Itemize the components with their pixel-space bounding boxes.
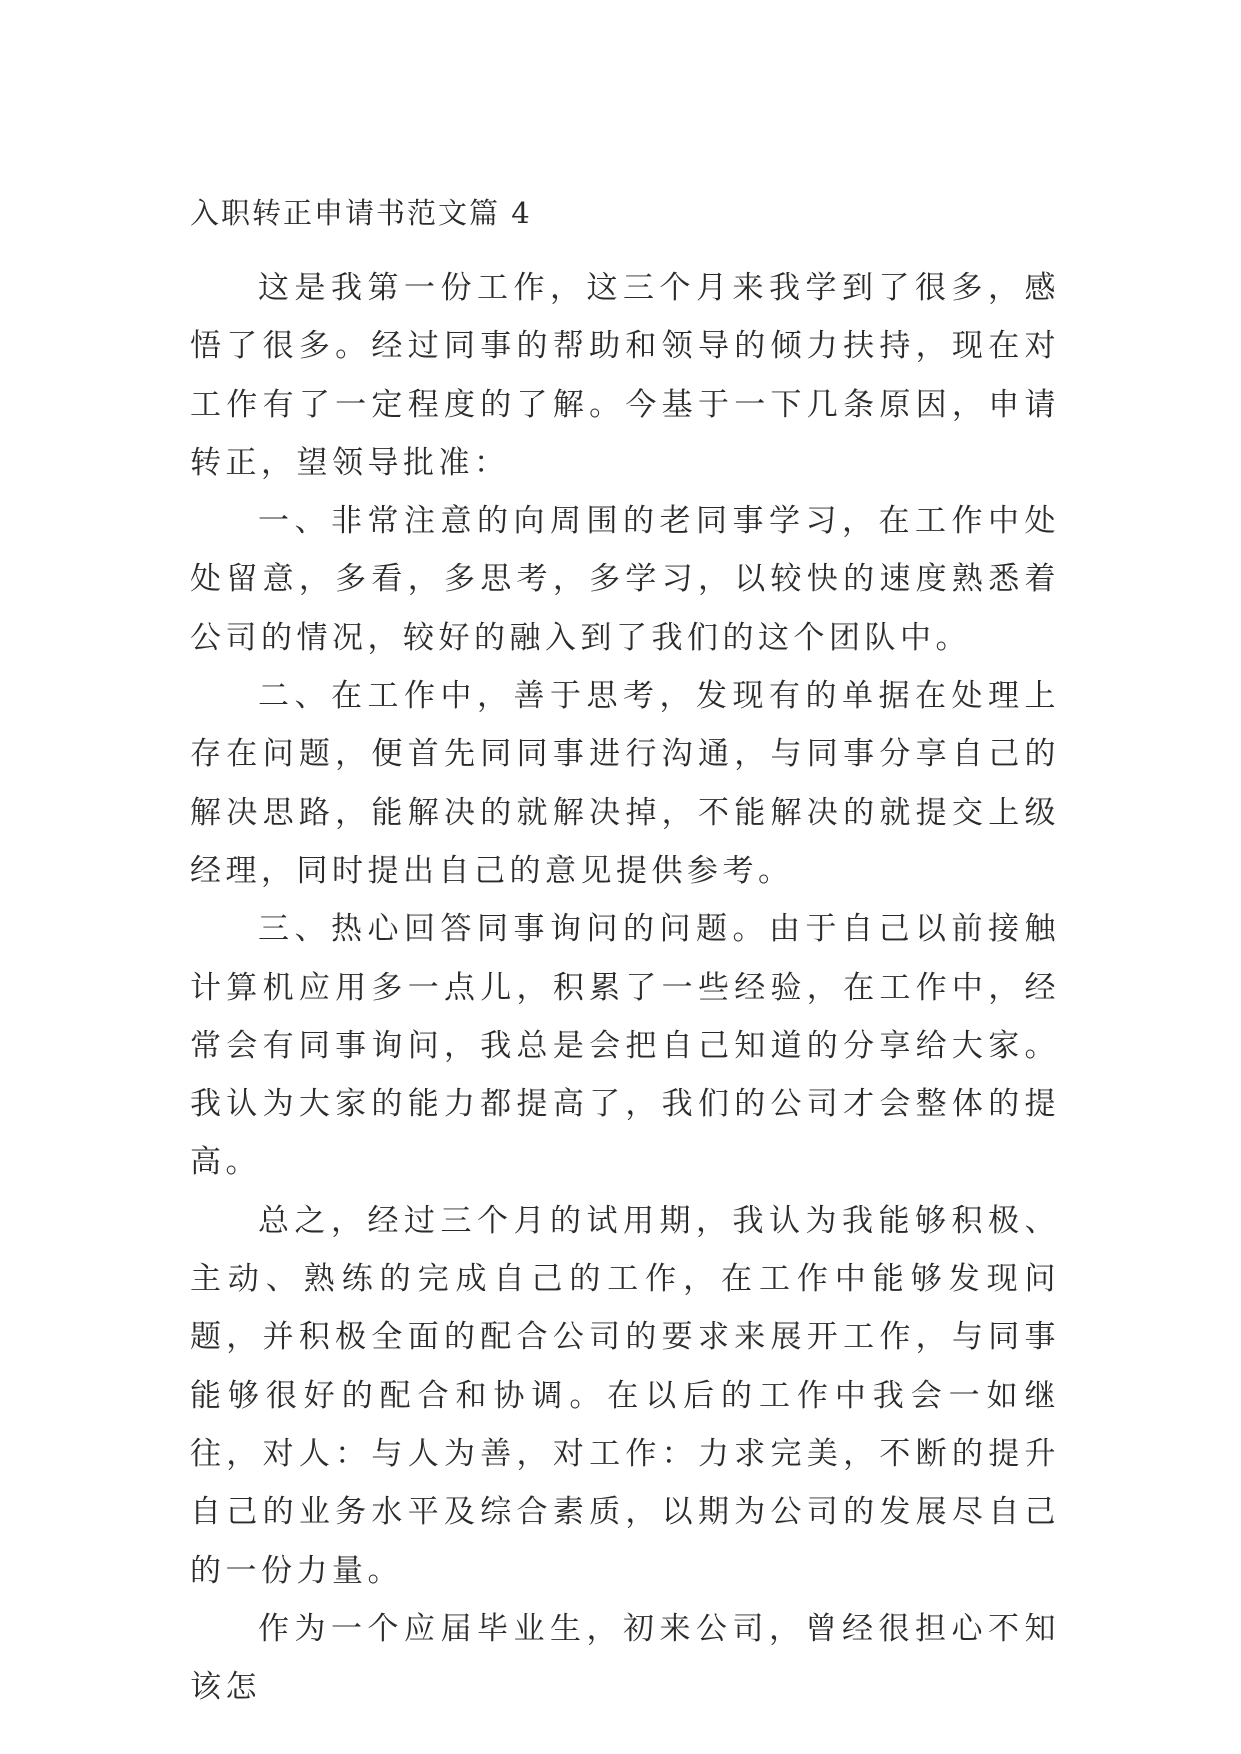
paragraph-point-2: 二、在工作中，善于思考，发现有的单据在处理上存在问题，便首先同同事进行沟通，与同事分享自己的解决思路，能解决的就解决掉，不能解决的就提交上级经理，同时提出自己的意见提供参考。 [190, 678, 1060, 889]
paragraph-continued: 作为一个应届毕业生，初来公司，曾经很担心不知该怎 [190, 1610, 1060, 1706]
document-body [190, 259, 1060, 1716]
paragraph-intro: 这是我第一份工作，这三个月来我学到了很多，感悟了很多。经过同事的帮助和领导的倾力扶持，现在对工作有了一定程度的了解。今基于一下几条原因，申请转正，望领导批准： [190, 270, 1060, 481]
paragraph-point-1: 一、非常注意的向周围的老同事学习，在工作中处处留意，多看，多思考，多学习，以较快的速度熟悉着公司的情况，较好的融入到了我们的这个团队中。 [190, 503, 1060, 656]
paragraph-point-3: 三、热心回答同事询问的问题。由于自己以前接触计算机应用多一点儿，积累了一些经验，在工作中，经常会有同事询问，我总是会把自己知道的分享给大家。我认为大家的能力都提高了，我们的公司才会整体的提高。 [190, 911, 1060, 1181]
document-title: 入职转正申请书范文篇 4 [190, 196, 532, 230]
paragraph-summary: 总之，经过三个月的试用期，我认为我能够积极、主动、熟练的完成自己的工作，在工作中能够发现问题，并积极全面的配合公司的要求来展开工作，与同事能够很好的配合和协调。在以后的工作中我会一如继往，对人：与人为善，对工作：力求完美，不断的提升自己的业务水平及综合素质，以期为公司的发展尽自己的一份力量。 [190, 1202, 1060, 1589]
